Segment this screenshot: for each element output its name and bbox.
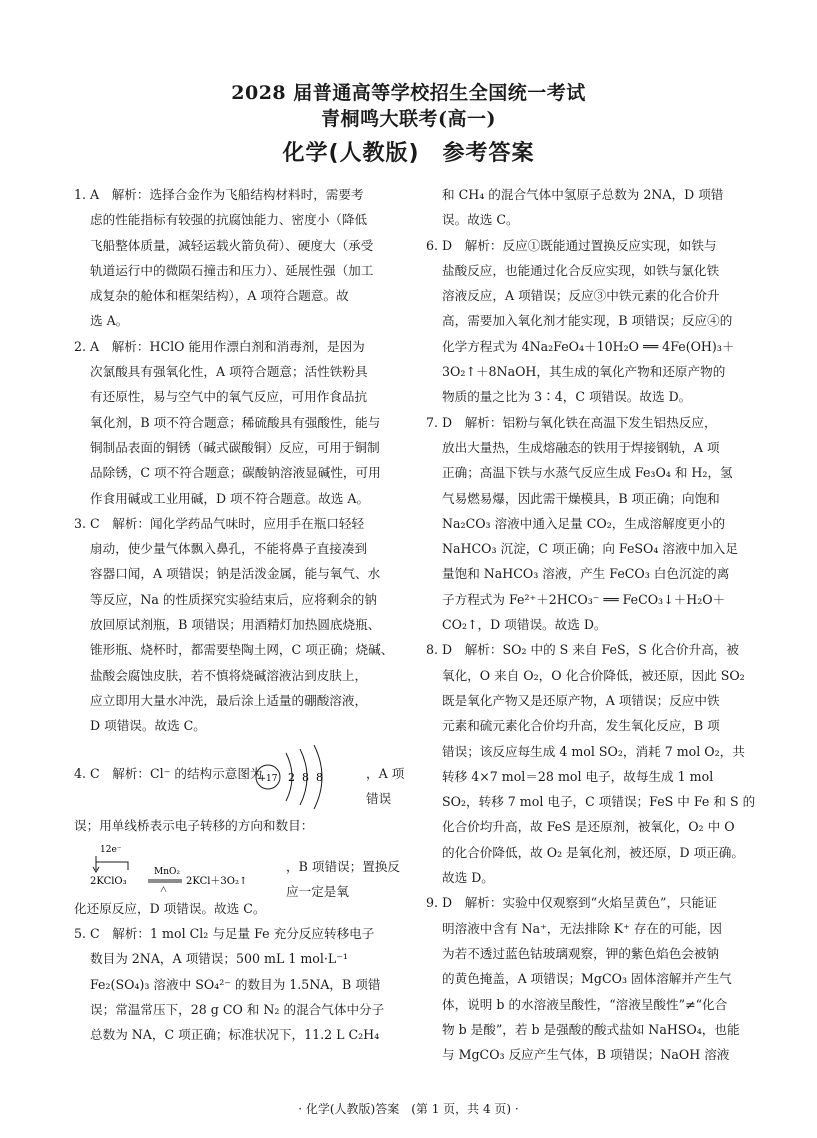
chlorine-ion-diagram: [252, 745, 372, 809]
products: 2KCl＋3O₂↑: [186, 875, 248, 887]
exam-subtitle: 青桐鸣大联考(高一): [321, 108, 496, 130]
reactant: 2KClO₃: [90, 875, 127, 887]
answer-8: 8. D 解析：SO₂ 中的 S 来自 FeS，S 化合价升高，被 氧化，O 来自 O₂，O 化合价降低，被还原，因此 SO₂ 既是氧化产物又是还原产物，A 项错误；反应中铁 元素和硫元素化合价均升高，发生氧化反应，B 项 错误；该反应每生成 4 mol SO₂，消耗 7 mol O₂，共 转移 4×7 mol＝28 mol 电子，故每生成 1 mol SO₂，转移 7 mol 电子，C 项错误；FeS 中 Fe 和 S 的 化合价均升高，故 FeS 是还原剂，被氧化，O₂ 中 O 的化合价降低，故 O₂ 是氧化剂，被还原，D 项正确。 故选 D。: [426, 642, 756, 886]
right-column: [426, 182, 764, 1067]
electron-transfer-equation: 12e⁻ 2KClO₃ MnO₂ △ 2KCl＋3O₂↑ ，B 项错误；置换反应一定是氧: [74, 838, 412, 896]
catalyst: MnO₂: [154, 866, 180, 877]
shell-3: 8: [316, 770, 323, 784]
answer-7: 7. D 解析：铝粉与氧化铁在高温下发生铝热反应， 放出大量热，生成熔融态的铁用于焊接钢轨，A 项 正确；高温下铁与水蒸气反应生成 Fe₃O₄ 和 H₂，氢 气易燃易爆，因此需干燥模具，B 项正确；向饱和 Na₂CO₃ 溶液中通入足量 CO₂，生成溶解度更小的 NaHCO₃ 沉淀，C 项正确；向 FeSO₄ 溶液中加入足 量饱和 NaHCO₃ 溶液，产生 FeCO₃ 白色沉淀的离 子方程式为 Fe²⁺＋2HCO₃⁻ ══ FeCO₃↓＋H₂O＋ CO₂↑，D 项错误。故选 D。: [426, 414, 738, 633]
left-column: [74, 182, 412, 1048]
answer-9: 9. D 解析：实验中仅观察到“火焰呈黄色”，只能证 明溶液中含有 Na⁺，无法排除 K⁺ 存在的可能，因 为若不透过蓝色钴玻璃观察，钾的紫色焰色会被钠 的黄色掩盖，A 项错误；MgCO₃ 固体溶解并产生气 体，说明 b 的水溶液呈酸性，“溶液呈酸性”≠“化合 物 b 是酸”，若 b 是强酸的酸式盐如 NaHSO₄，也能 与 MgCO₃ 反应产生气体，B 项错误；NaOH 溶液: [426, 895, 740, 1063]
answer-2: 2. A 解析：HClO 能用作漂白剂和消毒剂，是因为 次氯酸具有强氧化性，A 项符合题意；活性铁粉具 有还原性，易与空气中的氧气反应，可用作食品抗 氧化剂，B 项不符合题意；稀硫酸具有强酸性，能与 铜制品表面的铜锈（碱式碳酸铜）反应，可用于铜制 品除锈，C 项不符合题意；碳酸钠溶液显碱性，可用 作食用碱或工业用碱，D 项不符合题意。故选 A。: [74, 338, 381, 506]
exam-title: 2028 届普通高等学校招生全国统一考试: [231, 82, 586, 104]
answer-5: 5. C 解析：1 mol Cl₂ 与足量 Fe 充分反应转移电子 数目为 2NA，A 项错误；500 mL 1 mol·L⁻¹ Fe₂(SO₄)₃ 溶液中 SO₄²⁻ 的数目为 1.5NA，B 项错 误；常温常压下，28 g CO 和 N₂ 的混合气体中分子 总数为 NA，C 项正确；标准状况下，11.2 L C₂H₄: [74, 926, 385, 1043]
equation-diagram: [90, 842, 290, 892]
answer-5-continued: 和 CH₄ 的混合气体中氢原子总数为 2NA，D 项错 误。故选 C。: [442, 187, 724, 228]
answer-1: 1. A 解析：选择合金作为飞船结构材料时，需要考 虑的性能指标有较强的抗腐蚀能力、密度小（降低 飞船整体质量，减轻运载火箭负荷）、硬度大（承受 轨道运行中的微陨石撞击和压力）、延展性强（加工 成复杂的舱体和框架结构），A 项符合题意。故 选 A。: [74, 187, 374, 329]
answer-4: 4. C 解析：Cl⁻ 的结构示意图为 +17 2 8 8 ，A 项错误 误；用单线桥表示电子转移的方向和数目： 12e⁻ 2KClO₃ MnO₂ △ 2KCl＋3O₂↑ ，B 项错误；置换反应一定是氧 化还原反应，D 项错误。故选 C。: [74, 739, 412, 922]
answer-3: 3. C 解析：闻化学药品气味时，应用手在瓶口轻轻 扇动，使少量气体飘入鼻孔，不能将鼻子直接凑到 容器口闻，A 项错误；钠是活泼金属，能与氧气、水 等反应，Na 的性质探究实验结束后，应将剩余的钠 放回原试剂瓶，B 项错误；用酒精灯加热圆底烧瓶、 锥形瓶、烧杯时，都需要垫陶土网，C 项正确；烧碱、 盐酸会腐蚀皮肤，若不慎将烧碱溶液沾到皮肤上， 应立即用大量水冲洗，最后涂上适量的硼酸溶液， D 项错误。故选 C。: [74, 515, 394, 734]
page-footer: · 化学(人教版)答案 (第 1 页，共 4 页) ·: [298, 1102, 519, 1116]
answer-title: 化学(人教版) 参考答案: [282, 141, 535, 166]
heat-symbol: △: [160, 884, 167, 892]
shell-1: 2: [288, 770, 295, 784]
atom-structure-line: 4. C 解析：Cl⁻ 的结构示意图为 +17 2 8 8 ，A 项错误: [74, 739, 412, 813]
electron-label: 12e⁻: [100, 844, 122, 855]
answer-6: 6. D 解析：反应①既能通过置换反应实现，如铁与 盐酸反应，也能通过化合反应实现，如铁与氯化铁 溶液反应，A 项错误；反应③中铁元素的化合价升 高，需要加入氧化剂才能实现，B 项错误；反应④的 化学方程式为 4Na₂FeO₄＋10H₂O ══ 4Fe(OH)₃＋ 3O₂↑＋8NaOH，其生成的氧化产物和还原产物的 物质的量之比为 3∶4，C 项错误。故选 D。: [426, 237, 735, 405]
atom-nucleus: +17: [258, 773, 278, 784]
shell-2: 8: [302, 770, 309, 784]
